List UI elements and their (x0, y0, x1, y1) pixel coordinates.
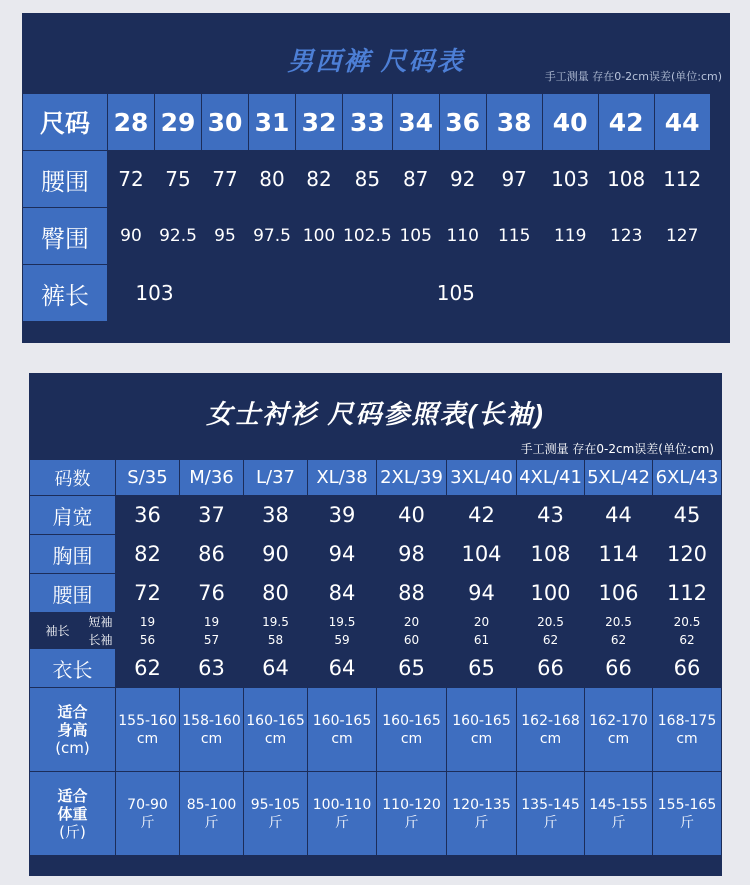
men-length-row (23, 265, 710, 321)
women-body-length-cell: 64 (308, 649, 376, 687)
men-size-table (22, 93, 711, 322)
height-unit: cm (607, 730, 630, 747)
women-body-length-cell: 64 (244, 649, 307, 687)
women-body-length-label: 衣长 (30, 649, 115, 687)
men-waist-label: 腰围 (23, 151, 107, 207)
women-shoulder-cell: 37 (180, 496, 243, 534)
men-waist-cell: 75 (155, 151, 201, 207)
men-waist-cell: 87 (393, 151, 439, 207)
women-table-title: 女士衬衫 尺码参照表(长袖) (206, 399, 545, 429)
women-short-sleeve-row (30, 613, 721, 630)
women-waist-cell: 72 (116, 574, 179, 612)
men-hip-cell: 102.5 (343, 208, 392, 264)
women-chest-cell: 104 (447, 535, 516, 573)
height-range: 160-165 (312, 712, 372, 729)
men-waist-cell: 97 (487, 151, 542, 207)
women-size-cell: 5XL/42 (585, 460, 652, 495)
women-height-label-line: 身高 (57, 720, 88, 739)
women-short-sleeve-cell: 19.5 (308, 613, 376, 630)
women-body-length-row (30, 649, 721, 687)
men-waist-cell: 85 (343, 151, 392, 207)
women-short-sleeve-cell: 20.5 (585, 613, 652, 630)
women-measure-note: 手工测量 存在0-2cm误差(单位:cm) (520, 442, 714, 456)
women-shoulder-cell: 43 (517, 496, 584, 534)
men-waist-cell: 108 (599, 151, 654, 207)
men-size-cell: 32 (296, 94, 342, 150)
women-weight-cell (180, 772, 243, 855)
women-weight-cell (585, 772, 652, 855)
height-unit: cm (136, 730, 159, 747)
women-chest-cell: 98 (377, 535, 446, 573)
men-hip-row (23, 208, 710, 264)
women-size-cell: XL/38 (308, 460, 376, 495)
women-chest-label: 胸围 (30, 535, 115, 573)
women-long-sleeve-row (30, 631, 721, 648)
men-length-cell: 103 (108, 265, 201, 321)
men-table-title: 男西裤 尺码表 (287, 46, 465, 76)
women-chest-cell: 108 (517, 535, 584, 573)
women-short-sleeve-cell: 20.5 (517, 613, 584, 630)
women-size-row (30, 460, 721, 495)
women-chest-cell: 94 (308, 535, 376, 573)
women-body-length-cell: 66 (653, 649, 721, 687)
women-waist-label: 腰围 (30, 574, 115, 612)
men-size-cell: 33 (343, 94, 392, 150)
men-size-cell: 30 (202, 94, 248, 150)
women-size-cell: 2XL/39 (377, 460, 446, 495)
men-hip-cell: 100 (296, 208, 342, 264)
weight-unit: 斤 (474, 814, 489, 831)
men-hip-cell: 110 (440, 208, 486, 264)
men-hip-cell: 123 (599, 208, 654, 264)
women-weight-cell (653, 772, 721, 855)
men-size-cell: 34 (393, 94, 439, 150)
women-weight-label-line: 适合 (57, 786, 88, 805)
weight-range: 145-155 (589, 796, 648, 813)
women-height-cell (585, 688, 652, 771)
women-height-label (30, 688, 115, 771)
height-range: 162-168 (521, 712, 580, 729)
women-size-cell: M/36 (180, 460, 243, 495)
men-size-cell: 38 (487, 94, 542, 150)
men-waist-cell: 92 (440, 151, 486, 207)
men-size-label: 尺码 (23, 94, 107, 150)
women-shoulder-cell: 38 (244, 496, 307, 534)
men-size-cell: 28 (108, 94, 154, 150)
women-waist-cell: 76 (180, 574, 243, 612)
men-waist-cell: 103 (543, 151, 598, 207)
height-unit: cm (331, 730, 353, 747)
women-weight-cell (377, 772, 446, 855)
women-weight-label-line: 体重 (57, 804, 88, 823)
women-long-sleeve-cell: 58 (244, 631, 307, 648)
women-body-length-cell: 63 (180, 649, 243, 687)
women-long-sleeve-cell: 62 (653, 631, 721, 648)
men-size-cell: 44 (655, 94, 710, 150)
women-short-sleeve-cell: 20 (447, 613, 516, 630)
weight-range: 120-135 (452, 796, 511, 813)
women-height-label-line: 适合 (57, 702, 88, 721)
women-size-cell: 3XL/40 (447, 460, 516, 495)
height-range: 160-165 (246, 712, 305, 729)
women-shirt-size-panel (29, 373, 722, 876)
men-waist-cell: 80 (249, 151, 295, 207)
men-size-cell: 40 (543, 94, 598, 150)
women-chest-cell: 82 (116, 535, 179, 573)
women-weight-cell (517, 772, 584, 855)
women-long-sleeve-cell: 56 (116, 631, 179, 648)
height-range: 162-170 (589, 712, 648, 729)
women-height-cell (244, 688, 307, 771)
men-hip-cell: 97.5 (249, 208, 295, 264)
women-body-length-cell: 65 (447, 649, 516, 687)
women-size-cell: 6XL/43 (653, 460, 721, 495)
women-height-cell (377, 688, 446, 771)
weight-range: 110-120 (382, 796, 441, 813)
women-waist-cell: 112 (653, 574, 721, 612)
women-long-sleeve-cell: 59 (308, 631, 376, 648)
women-size-cell: L/37 (244, 460, 307, 495)
women-long-sleeve-cell: 60 (377, 631, 446, 648)
women-body-length-cell: 62 (116, 649, 179, 687)
women-height-cell (447, 688, 516, 771)
men-hip-cell: 115 (487, 208, 542, 264)
men-hip-cell: 119 (543, 208, 598, 264)
men-length-cell: 105 (202, 265, 710, 321)
women-weight-cell (244, 772, 307, 855)
women-shoulder-cell: 39 (308, 496, 376, 534)
height-unit: cm (470, 730, 493, 747)
women-chest-cell: 120 (653, 535, 721, 573)
women-height-cell (116, 688, 179, 771)
women-short-sleeve-cell: 19 (116, 613, 179, 630)
women-waist-cell: 94 (447, 574, 516, 612)
men-hip-cell: 95 (202, 208, 248, 264)
women-waist-row (30, 574, 721, 612)
weight-unit: 斤 (680, 814, 694, 831)
weight-range: 85-100 (186, 796, 237, 813)
women-weight-cell (116, 772, 179, 855)
women-size-label: 码数 (30, 460, 115, 495)
height-range: 160-165 (382, 712, 441, 729)
women-long-sleeve-cell: 57 (180, 631, 243, 648)
women-long-sleeve-cell: 62 (585, 631, 652, 648)
men-hip-cell: 127 (655, 208, 710, 264)
men-waist-cell: 77 (202, 151, 248, 207)
men-hip-cell: 92.5 (155, 208, 201, 264)
height-range: 158-160 (182, 712, 241, 729)
women-chest-row (30, 535, 721, 573)
women-shoulder-cell: 42 (447, 496, 516, 534)
men-size-cell: 29 (155, 94, 201, 150)
women-weight-label (30, 772, 115, 855)
men-size-cell: 36 (440, 94, 486, 150)
women-height-cell (308, 688, 376, 771)
women-body-length-cell: 65 (377, 649, 446, 687)
men-waist-cell: 72 (108, 151, 154, 207)
height-range: 160-165 (452, 712, 511, 729)
women-short-sleeve-cell: 20.5 (653, 613, 721, 630)
weight-unit: 斤 (335, 814, 349, 831)
women-long-sleeve-cell: 61 (447, 631, 516, 648)
height-unit: cm (539, 730, 562, 747)
weight-range: 95-105 (250, 796, 301, 813)
women-waist-cell: 80 (244, 574, 307, 612)
women-body-length-cell: 66 (517, 649, 584, 687)
men-hip-cell: 105 (393, 208, 439, 264)
women-size-cell: S/35 (116, 460, 179, 495)
height-range: 168-175 (657, 712, 717, 729)
women-body-length-cell: 66 (585, 649, 652, 687)
weight-unit: 斤 (611, 814, 626, 831)
women-height-cell (653, 688, 721, 771)
women-shoulder-row (30, 496, 721, 534)
women-weight-cell (308, 772, 376, 855)
men-length-label: 裤长 (23, 265, 107, 321)
women-waist-cell: 106 (585, 574, 652, 612)
women-waist-cell: 88 (377, 574, 446, 612)
men-size-row (23, 94, 710, 150)
weight-unit: 斤 (404, 814, 419, 831)
women-size-cell: 4XL/41 (517, 460, 584, 495)
women-shoulder-cell: 44 (585, 496, 652, 534)
height-range: 155-160 (118, 712, 177, 729)
women-shoulder-label: 肩宽 (30, 496, 115, 534)
weight-range: 70-90 (127, 796, 168, 813)
women-height-row (30, 688, 721, 771)
women-long-sleeve-cell: 62 (517, 631, 584, 648)
weight-unit: 斤 (140, 814, 155, 831)
height-unit: cm (200, 730, 223, 747)
women-waist-cell: 100 (517, 574, 584, 612)
women-height-label-unit: (cm) (55, 738, 90, 757)
women-weight-cell (447, 772, 516, 855)
weight-unit: 斤 (204, 814, 219, 831)
women-height-cell (517, 688, 584, 771)
women-short-sleeve-cell: 19.5 (244, 613, 307, 630)
men-size-cell: 42 (599, 94, 654, 150)
men-hip-label: 臀围 (23, 208, 107, 264)
women-short-sleeve-cell: 20 (377, 613, 446, 630)
women-shoulder-cell: 36 (116, 496, 179, 534)
men-pants-size-panel (22, 13, 730, 343)
women-size-table (29, 459, 722, 856)
women-short-sleeve-cell: 19 (180, 613, 243, 630)
women-weight-label-unit: (斤) (59, 822, 86, 841)
weight-range: 155-165 (657, 796, 717, 813)
men-waist-row (23, 151, 710, 207)
women-shoulder-cell: 45 (653, 496, 721, 534)
weight-range: 135-145 (521, 796, 580, 813)
women-chest-cell: 114 (585, 535, 652, 573)
men-hip-cell: 90 (108, 208, 154, 264)
weight-unit: 斤 (268, 814, 283, 831)
weight-range: 100-110 (312, 796, 372, 813)
women-shoulder-cell: 40 (377, 496, 446, 534)
women-long-sleeve-label: 长袖 (86, 631, 115, 648)
women-weight-row (30, 772, 721, 855)
height-unit: cm (400, 730, 423, 747)
women-waist-cell: 84 (308, 574, 376, 612)
men-size-cell: 31 (249, 94, 295, 150)
height-unit: cm (676, 730, 698, 747)
women-height-cell (180, 688, 243, 771)
men-measure-note: 手工测量 存在0-2cm误差(单位:cm) (544, 70, 722, 83)
men-waist-cell: 82 (296, 151, 342, 207)
women-chest-cell: 86 (180, 535, 243, 573)
women-sleeve-label: 袖长 (30, 613, 85, 648)
height-unit: cm (264, 730, 287, 747)
weight-unit: 斤 (543, 814, 558, 831)
women-short-sleeve-label: 短袖 (86, 613, 115, 630)
men-waist-cell: 112 (655, 151, 710, 207)
women-chest-cell: 90 (244, 535, 307, 573)
